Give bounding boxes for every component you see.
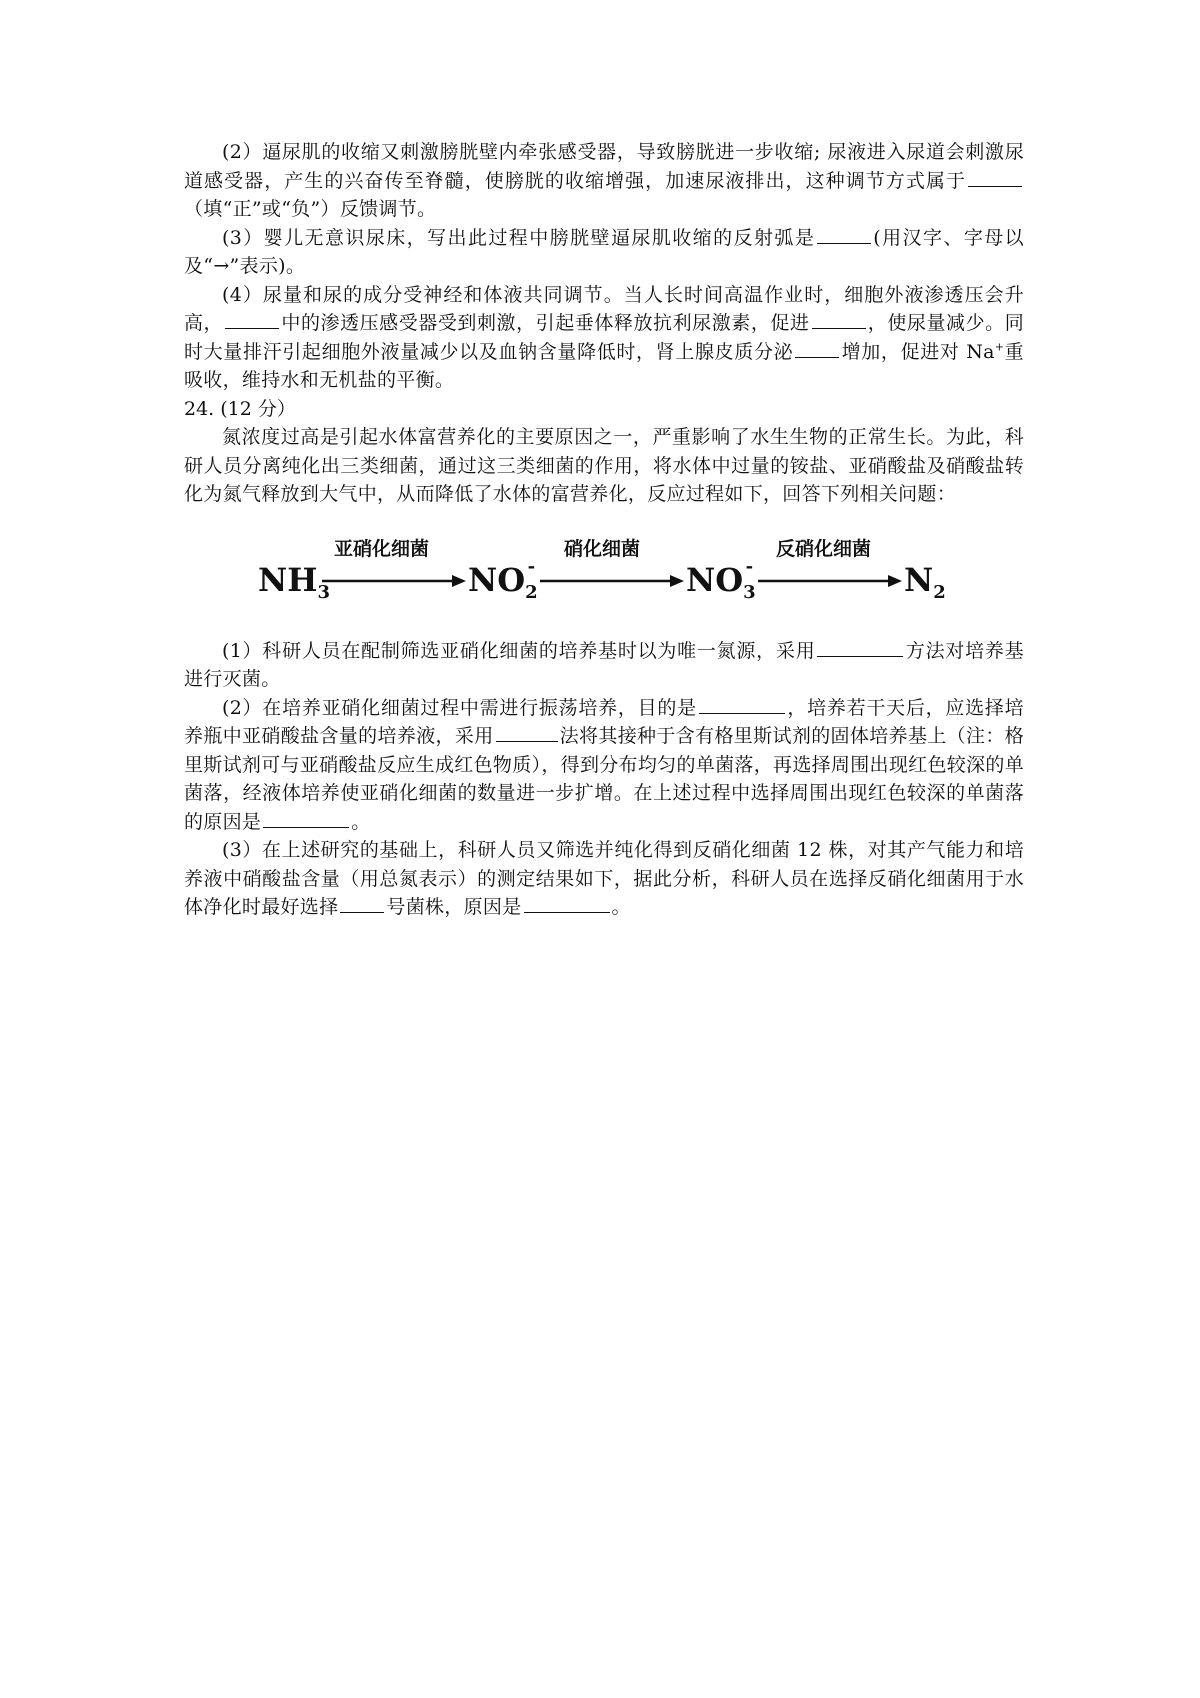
q24-part2 <box>184 694 1024 837</box>
arrowhead-2 <box>670 575 684 587</box>
arrow-label-nitrifying-bacteria: 硝化细菌 <box>564 537 641 560</box>
answer-blank[interactable] <box>817 638 903 657</box>
answer-blank[interactable] <box>817 225 871 244</box>
q23-part4-text-b: 中的渗透压感受器受到刺激，引起垂体释放抗利尿激素，促进 <box>281 312 810 334</box>
q23-part3-text: (3）婴儿无意识尿床，写出此过程中膀胱壁逼尿肌收缩的反射弧是 <box>222 226 816 249</box>
answer-blank[interactable] <box>524 894 610 913</box>
answer-blank[interactable] <box>812 310 866 329</box>
q24-part2-text: (2）在培养亚硝化细菌过程中需进行振荡培养，目的是 <box>222 696 697 719</box>
q23-part2 <box>184 138 1024 224</box>
q24-intro: 氮浓度过高是引起水体富营养化的主要原因之一，严重影响了水生生物的正常生长。为此，科研人员分离纯化出三类细菌，通过这三类细菌的作用，将水体中过量的铵盐、亚硝酸盐及硝酸盐转化为氮气释放到大气中，从而降低了水体的富营养化，反应过程如下，回答下列相关问题： <box>184 426 1024 505</box>
arrowhead-1 <box>452 575 466 587</box>
arrow-label-nitrosifying-bacteria: 亚硝化细菌 <box>334 537 430 560</box>
exam-page <box>184 138 1024 922</box>
arrowhead-3 <box>888 575 902 587</box>
q24-part3 <box>184 836 1024 922</box>
q24-part2-text-b: ，培养若干天后，应选择培养瓶中亚硝酸盐含量的培养液，采用 <box>184 696 1024 747</box>
q23-part4-text-d: 增加，促进对 Na <box>841 340 995 363</box>
answer-blank[interactable] <box>340 894 384 913</box>
q23-part3 <box>184 224 1024 281</box>
sodium-charge: + <box>994 340 1005 354</box>
q23-part4-text-c: ，使尿量减少。同时大量排汗引起细胞外液量减少以及血钠含量降低时，肾上腺皮质分泌 <box>184 312 1024 363</box>
answer-blank[interactable] <box>263 809 349 828</box>
q24-part3-text: (3）在上述研究的基础上，科研人员又筛选并纯化得到反硝化细菌 12 株，对其产气能力和培养液中硝酸盐含量（用总氮表示）的测定结果如下，据此分析，科研人员在选择反硝化细菌用于水体净化时最好选择 <box>184 839 1024 918</box>
nitrogen-conversion-diagram <box>184 515 1024 633</box>
species-n2: $N_2$ <box>904 560 946 603</box>
species-no2: $NO_2-$ <box>468 555 538 603</box>
q24-part3-text-end: 。 <box>611 896 631 918</box>
answer-blank[interactable] <box>225 310 279 329</box>
q23-part4-text-e: 重吸收，维持水和无机盐的平衡。 <box>184 340 1024 391</box>
q24-part2-text-c: 法将其接种于含有格里斯试剂的固体培养基上（注：格里斯试剂可与亚硝酸盐反应生成红色物质），得到分布均匀的单菌落，再选择周围出现红色较深的单菌落，经液体培养使亚硝化细菌的数量进一步扩增。在上述过程中选择周围出现红色较深的单菌落的原因是 <box>184 725 1025 833</box>
q24-part3-text-b: 号菌株，原因是 <box>386 896 522 918</box>
q23-part4-text: (4）尿量和尿的成分受神经和体液共同调节。当人长时间高温作业时，细胞外液渗透压会升高， <box>184 283 1024 334</box>
reaction-scheme <box>258 529 958 619</box>
q23-part2-text: (2）逼尿肌的收缩又刺激膀胱壁内牵张感受器，导致膀胱进一步收缩; 尿液进入尿道会刺激尿道感受器，产生的兴奋传至脊髓，使膀胱的收缩增强，加速尿液排出，这种调节方式属于 <box>184 141 1024 192</box>
answer-blank[interactable] <box>699 695 785 714</box>
q23-part3-text-end: (用汉字、字母以及“→”表示)。 <box>184 226 1024 277</box>
species-no3: $NO_3-$ <box>686 555 756 603</box>
species-nh3: $NH_3$ <box>258 560 331 603</box>
q23-part2-text-end: （填“正”或“负”）反馈调节。 <box>184 198 437 220</box>
answer-blank[interactable] <box>496 723 558 742</box>
q24-part1-text-end: 方法对培养基进行灭菌。 <box>184 639 1024 690</box>
q24-part1-text: (1）科研人员在配制筛选亚硝化细菌的培养基时以为唯一氮源，采用 <box>222 639 816 662</box>
q24-part2-text-end: 。 <box>351 810 371 833</box>
arrow-label-denitrifying-bacteria: 反硝化细菌 <box>776 537 872 560</box>
q24-header: 24. (12 分） <box>184 397 296 420</box>
answer-blank[interactable] <box>795 339 839 358</box>
q24-part1 <box>184 637 1024 694</box>
q23-part4 <box>184 281 1024 395</box>
answer-blank[interactable] <box>968 168 1022 187</box>
